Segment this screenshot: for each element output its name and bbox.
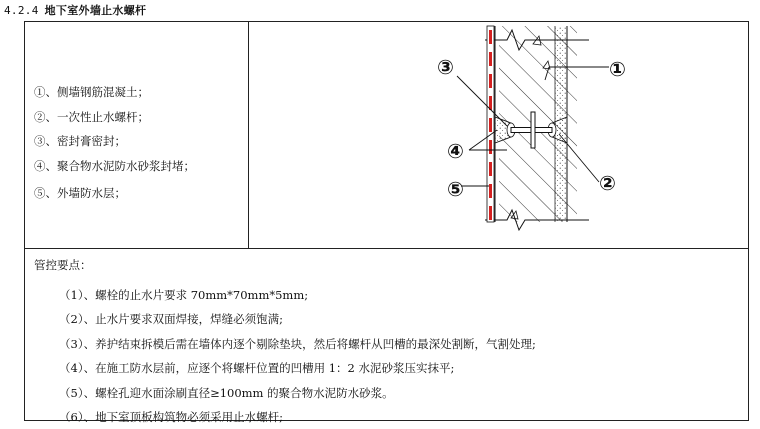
callout-1: ① xyxy=(609,57,626,81)
section-heading xyxy=(4,2,146,18)
section-number: 4.2.4 xyxy=(4,4,39,17)
legend-item: ④、聚合物水泥防水砂浆封堵； xyxy=(34,158,195,173)
control-point: （6）、地下室顶板构筑物必须采用止水螺杆; xyxy=(59,410,283,425)
callout-4: ④ xyxy=(447,139,464,163)
control-points-title: 管控要点： xyxy=(34,258,92,272)
row-divider xyxy=(25,248,748,249)
water-stop-plate xyxy=(531,112,535,148)
control-point: （1）、螺栓的止水片要求 70mm*70mm*5mm; xyxy=(59,288,309,302)
legend-list xyxy=(34,80,195,206)
wall-section-diagram xyxy=(249,22,749,248)
control-point: （5）、螺栓孔迎水面涂刷直径≥100mm 的聚合物水泥防水砂浆。 xyxy=(59,385,394,400)
legend-item: ③、密封膏密封； xyxy=(34,134,126,148)
callout-2: ② xyxy=(599,171,616,195)
control-point: （4）、在施工防水层前，应逐个将螺杆位置的凹槽用 1：2 水泥砂浆压实抹平; xyxy=(59,361,455,376)
legend-item: ⑤、外墙防水层； xyxy=(34,186,126,200)
detail-table xyxy=(24,21,749,425)
control-point: （3）、养护结束拆模后需在墙体内逐个剔除垫块，然后将螺杆从凹槽的最深处割断，气割处理; xyxy=(59,336,536,351)
legend-item: ②、一次性止水螺杆； xyxy=(34,109,149,124)
legend-item: ①、侧墙钢筋混凝土； xyxy=(34,85,149,99)
callout-3: ③ xyxy=(437,55,454,79)
callout-5: ⑤ xyxy=(447,177,464,201)
control-points-list xyxy=(59,283,536,429)
section-title: 地下室外墙止水螺杆 xyxy=(44,4,147,17)
control-point: （2）、止水片要求双面焊接，焊缝必须饱满; xyxy=(59,312,283,327)
